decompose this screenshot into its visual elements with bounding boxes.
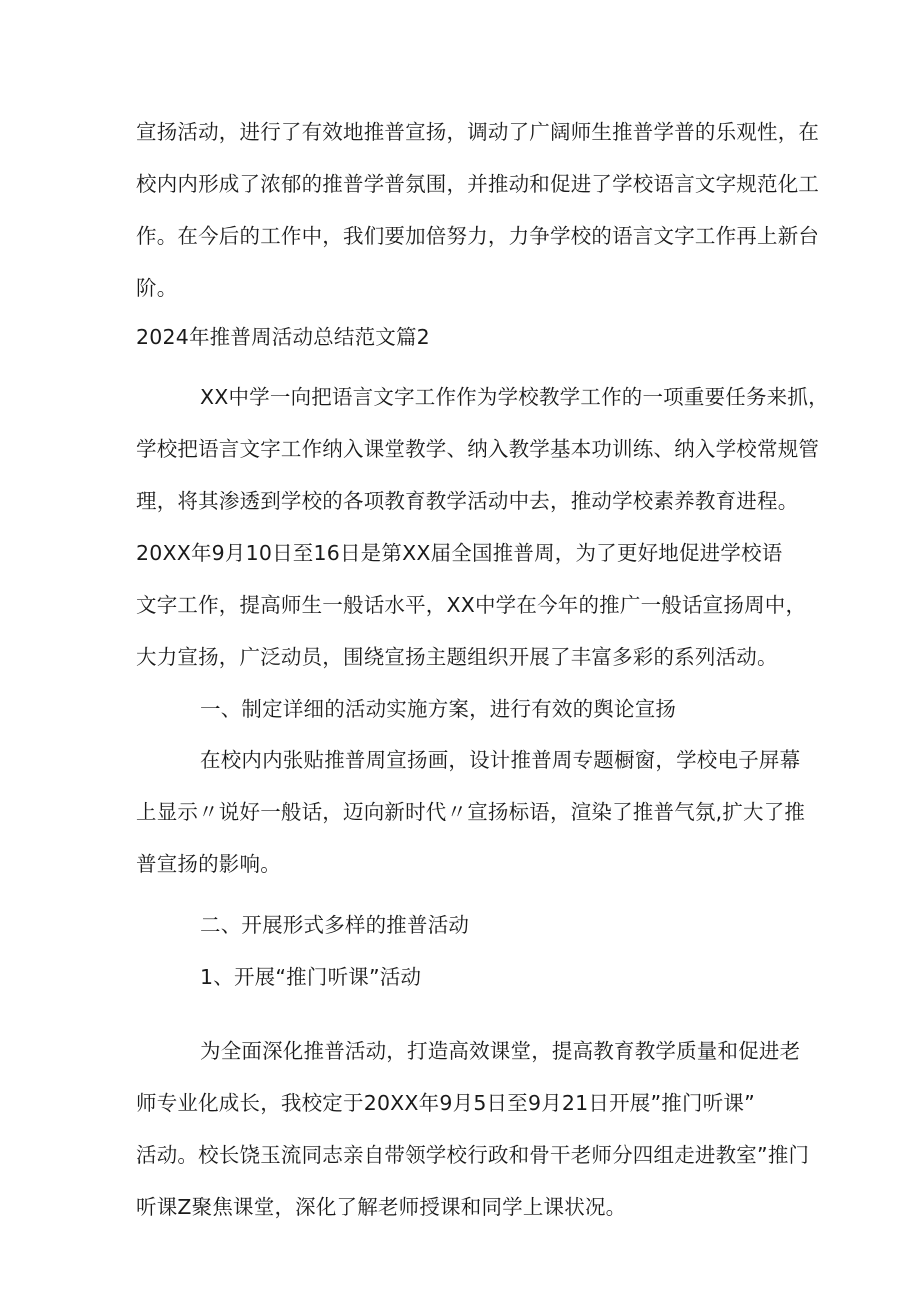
paragraph-line: 在校内内张贴推普周宣扬画，设计推普周专题橱窗，学校电子屏幕 [200,748,801,772]
paragraph-line: 普宣扬的影响。 [136,852,281,876]
paragraph-line: 理，将其渗透到学校的各项教育教学活动中去，推动学校素养教育进程。 [136,489,799,513]
intro-line: 宣扬活动，进行了有效地推普宣扬，调动了广阔师生推普学普的乐观性，在 [136,120,820,144]
paragraph-line: 学校把语言文字工作纳入课堂教学、纳入教学基本功训练、纳入学校常规管 [136,437,820,461]
paragraph-line: 大力宣扬，广泛动员，围绕宣扬主题组织开展了丰富多彩的系列活动。 [136,645,778,669]
intro-line: 作。在今后的工作中，我们要加倍努力，力争学校的语言文字工作再上新台 [136,224,820,248]
heading-1: 一、制定详细的活动实施方案，进行有效的舆论宣扬 [200,697,677,721]
heading-2: 二、开展形式多样的推普活动 [200,913,470,937]
paragraph-line: XX中学一向把语言文字工作作为学校教学工作的一项重要任务来抓， [200,385,829,409]
paragraph-line: 20XX年9月10日至16日是第XX届全国推普周，为了更好地促进学校语 [136,541,783,565]
paragraph-line: 文字工作，提高师生一般话水平，XX中学在今年的推广一般话宣扬周中， [136,593,807,617]
heading-3: 1、开展“推门听课”活动 [200,965,422,989]
paragraph-line: 为全面深化推普活动，打造高效课堂，提高教育教学质量和促进老 [200,1039,801,1063]
paragraph-line: 上显示〃说好一般话，迈向新时代〃宣扬标语，渲染了推普气氛,扩大了推 [136,800,806,824]
paragraph-line: 活动。校长饶玉流同志亲自带领学校行政和骨干老师分四组走进教室”推门 [136,1143,810,1167]
section-title: 2024年推普周活动总结范文篇2 [136,325,430,349]
paragraph-line: 听课Z聚焦课堂，深化了解老师授课和同学上课状况。 [136,1195,627,1219]
intro-line: 阶。 [136,276,178,300]
paragraph-line: 师专业化成长，我校定于20XX年9月5日至9月21日开展”推门听课” [136,1091,755,1115]
intro-line: 校内内形成了浓郁的推普学普氛围，并推动和促进了学校语言文字规范化工 [136,172,820,196]
